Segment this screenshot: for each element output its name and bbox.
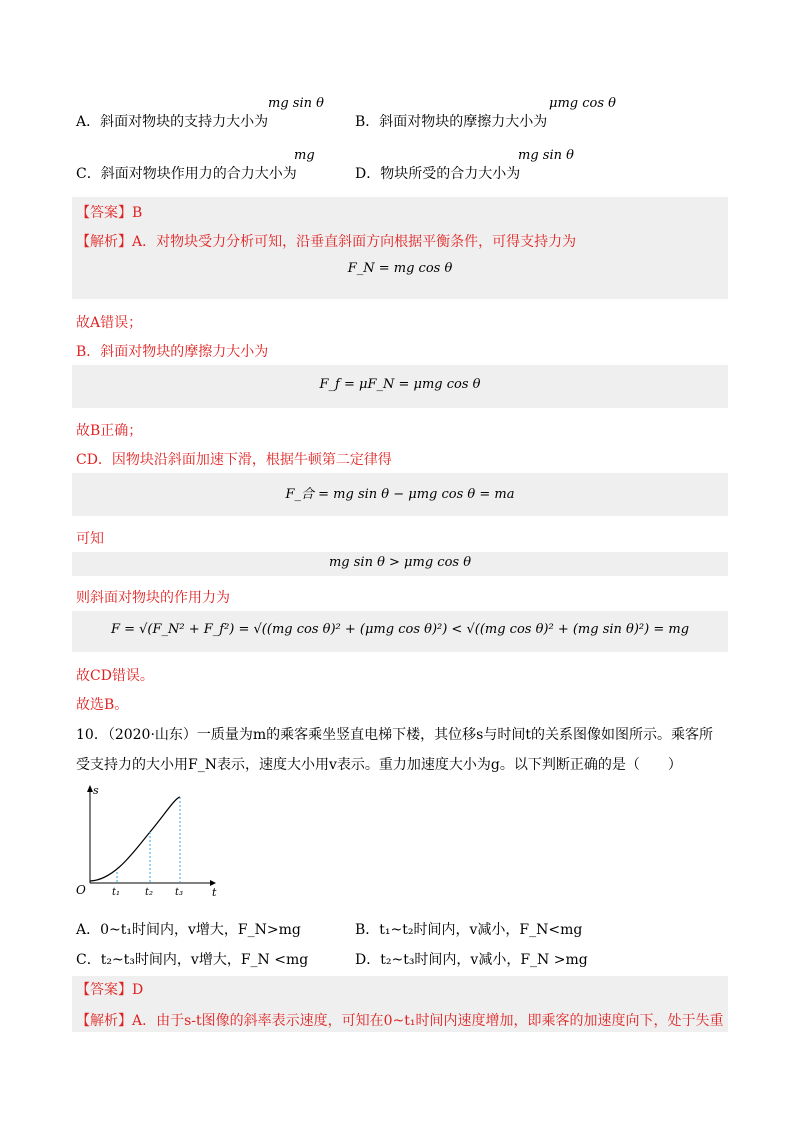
analysis-line: 【解析】A．对物块受力分析可知，沿垂直斜面方向根据平衡条件，可得支持力为 — [76, 234, 577, 250]
text-knowable: 可知 — [76, 531, 104, 547]
text-cd-wrong: 故CD错误。 — [76, 668, 154, 684]
text-b: B．斜面对物块的摩擦力大小为 — [76, 344, 269, 360]
question-10-stem-line1: 10．（2020·山东）一质量为m的乘客乘坐竖直电梯下楼，其位移s与时间t的关系图像如图所示。乘客所 — [76, 727, 713, 743]
option-a — [76, 111, 268, 131]
text-choose: 故选B。 — [76, 697, 129, 713]
option-a-expr: mg sin θ — [268, 96, 324, 111]
s-t-curve — [90, 797, 180, 881]
option-c-expr: mg — [294, 148, 315, 163]
option-b-expr: μmg cos θ — [549, 96, 616, 111]
tick-label-t3: t₃ — [175, 887, 184, 898]
question-10-option-a: A．0~t₁时间内，v增大，F_N>mg — [76, 922, 301, 938]
tick-label-t1: t₁ — [112, 887, 121, 898]
s-t-graph — [70, 780, 220, 900]
question-10-option-c: C．t₂~t₃时间内，v增大，F_N <mg — [76, 952, 309, 968]
question-10-option-d: D．t₂~t₃时间内，v减小，F_N >mg — [355, 952, 588, 968]
option-c — [76, 163, 297, 183]
option-d-label: D．物块所受的合力大小为 — [355, 166, 521, 182]
text-b-right: 故B正确； — [76, 423, 143, 439]
tick-label-t2: t₂ — [145, 887, 154, 898]
text-a-wrong: 故A错误； — [76, 315, 143, 331]
option-b-label: B．斜面对物块的摩擦力大小为 — [355, 114, 548, 130]
option-d — [355, 163, 520, 183]
t-axis-label: t — [212, 886, 217, 899]
option-b — [355, 111, 547, 131]
equation-resultant: F = √(F_N² + F_f²) = √((mg cos θ)² + (μmg cos θ)²) < √((mg cos θ)² + (mg sin θ)²) = mg — [110, 622, 690, 637]
option-c-label: C．斜面对物块作用力的合力大小为 — [76, 166, 297, 182]
analysis-line-q10: 【解析】A．由于s-t图像的斜率表示速度，可知在0~t₁时间内速度增加，即乘客的加速度向下，处于失重 — [76, 1013, 724, 1029]
text-cd: CD．因物块沿斜面加速下滑，根据牛顿第二定律得 — [76, 452, 392, 468]
option-d-expr: mg sin θ — [518, 148, 574, 163]
answer-line-q10: 【答案】D — [76, 982, 144, 998]
origin-label: O — [76, 883, 86, 897]
s-axis-label: s — [93, 784, 99, 797]
option-a-label: A．斜面对物块的支持力大小为 — [76, 114, 269, 130]
equation-normal-force: F_N = mg cos θ — [347, 261, 453, 276]
answer-line: 【答案】B — [76, 205, 143, 221]
equation-inequality: mg sin θ > μmg cos θ — [328, 555, 472, 570]
question-10-option-b: B．t₁~t₂时间内，v减小，F_N<mg — [355, 922, 583, 938]
text-force: 则斜面对物块的作用力为 — [76, 590, 230, 606]
question-10-stem-line2: 受支持力的大小用F_N表示，速度大小用v表示。重力加速度大小为g。以下判断正确的是（ ） — [76, 757, 682, 773]
equation-friction: F_f = μF_N = μmg cos θ — [319, 377, 481, 392]
equation-newton: F_合 = mg sin θ − μmg cos θ = ma — [285, 487, 515, 502]
